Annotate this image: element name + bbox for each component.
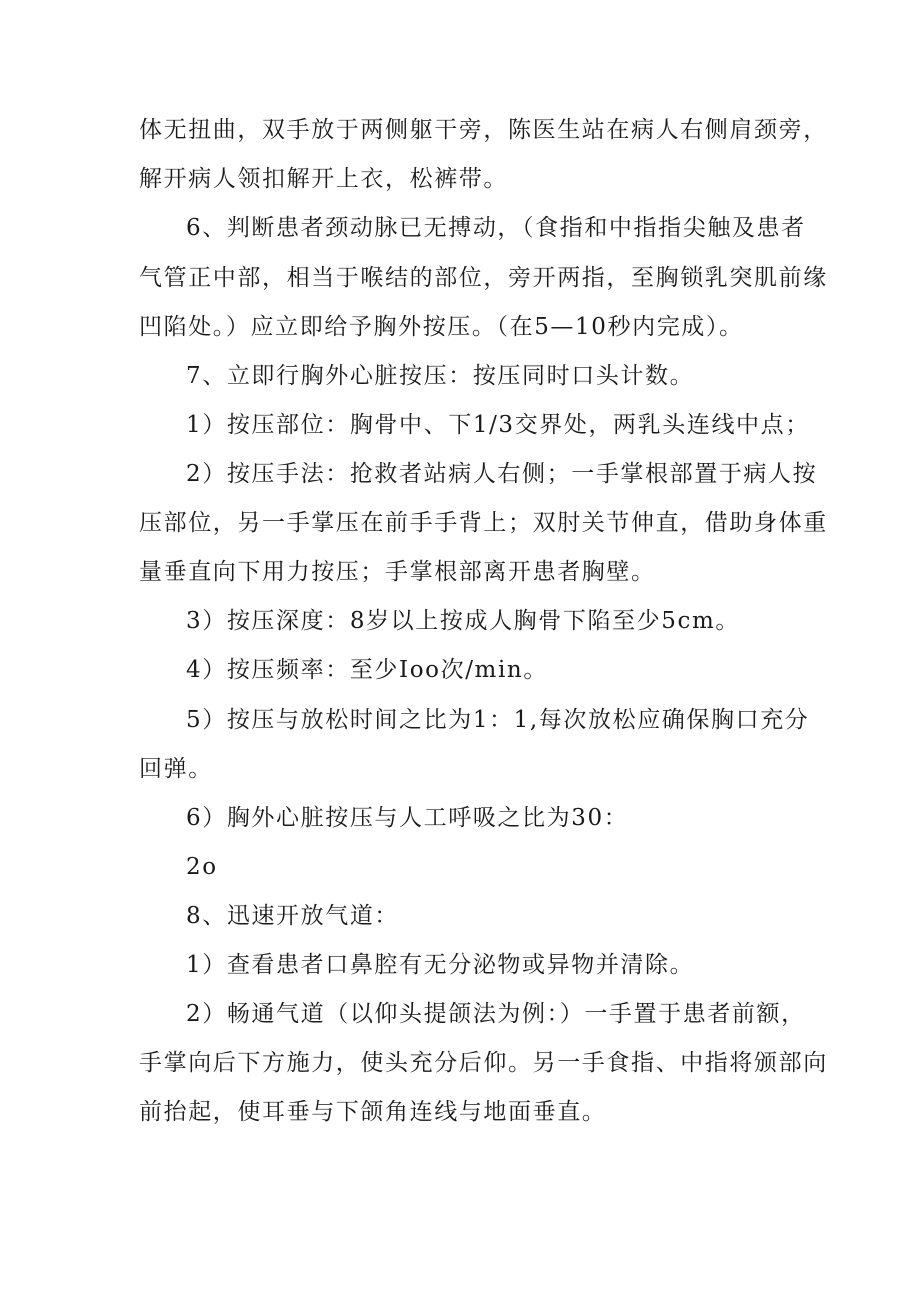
text-line: 2o bbox=[186, 854, 218, 880]
text-line: 4）按压频率：至少Ioo次/min。 bbox=[186, 657, 548, 683]
text-line: 8、迅速开放气道： bbox=[186, 903, 400, 929]
text-line: 手掌向后下方施力，使头充分后仰。另一手食指、中指将颁部向 bbox=[139, 1050, 828, 1076]
text-line: 气管正中部，相当于喉结的部位，旁开两指，至胸锁乳突肌前缘 bbox=[139, 265, 828, 291]
text-line: 6）胸外心脏按压与人工呼吸之比为30： bbox=[186, 805, 629, 831]
text-line: 1）按压部位：胸骨中、下1/3交界处，两乳头连线中点； bbox=[186, 412, 810, 438]
text-line: 凹陷处。）应立即给予胸外按压。（在5—10秒内完成）。 bbox=[139, 314, 744, 340]
text-line: 5）按压与放松时间之比为1：1,每次放松应确保胸口充分 bbox=[186, 707, 810, 733]
text-line: 量垂直向下用力按压；手掌根部离开患者胸壁。 bbox=[139, 559, 656, 585]
text-line: 前抬起，使耳垂与下颌角连线与地面垂直。 bbox=[139, 1099, 607, 1125]
text-line: 2）按压手法：抢救者站病人右侧；一手掌根部置于病人按 bbox=[186, 461, 818, 487]
text-line: 7、立即行胸外心脏按压：按压同时口头计数。 bbox=[186, 363, 695, 389]
text-line: 1）查看患者口鼻腔有无分泌物或异物并清除。 bbox=[186, 952, 695, 978]
text-line: 回弹。 bbox=[139, 756, 213, 782]
text-line: 解开病人领扣解开上衣，松裤带。 bbox=[139, 166, 508, 192]
text-line: 压部位，另一手掌压在前手手背上；双肘关节伸直，借助身体重 bbox=[139, 510, 828, 536]
text-line: 6、判断患者颈动脉已无搏动，（食指和中指指尖触及患者 bbox=[186, 215, 806, 241]
text-line: 体无扭曲，双手放于两侧躯干旁，陈医生站在病人右侧肩颈旁， bbox=[139, 117, 828, 143]
text-line: 2）畅通气道（以仰头提颌法为例：）一手置于患者前额， bbox=[186, 1001, 806, 1027]
text-line: 3）按压深度：8岁以上按成人胸骨下陷至少5cm。 bbox=[186, 608, 740, 634]
